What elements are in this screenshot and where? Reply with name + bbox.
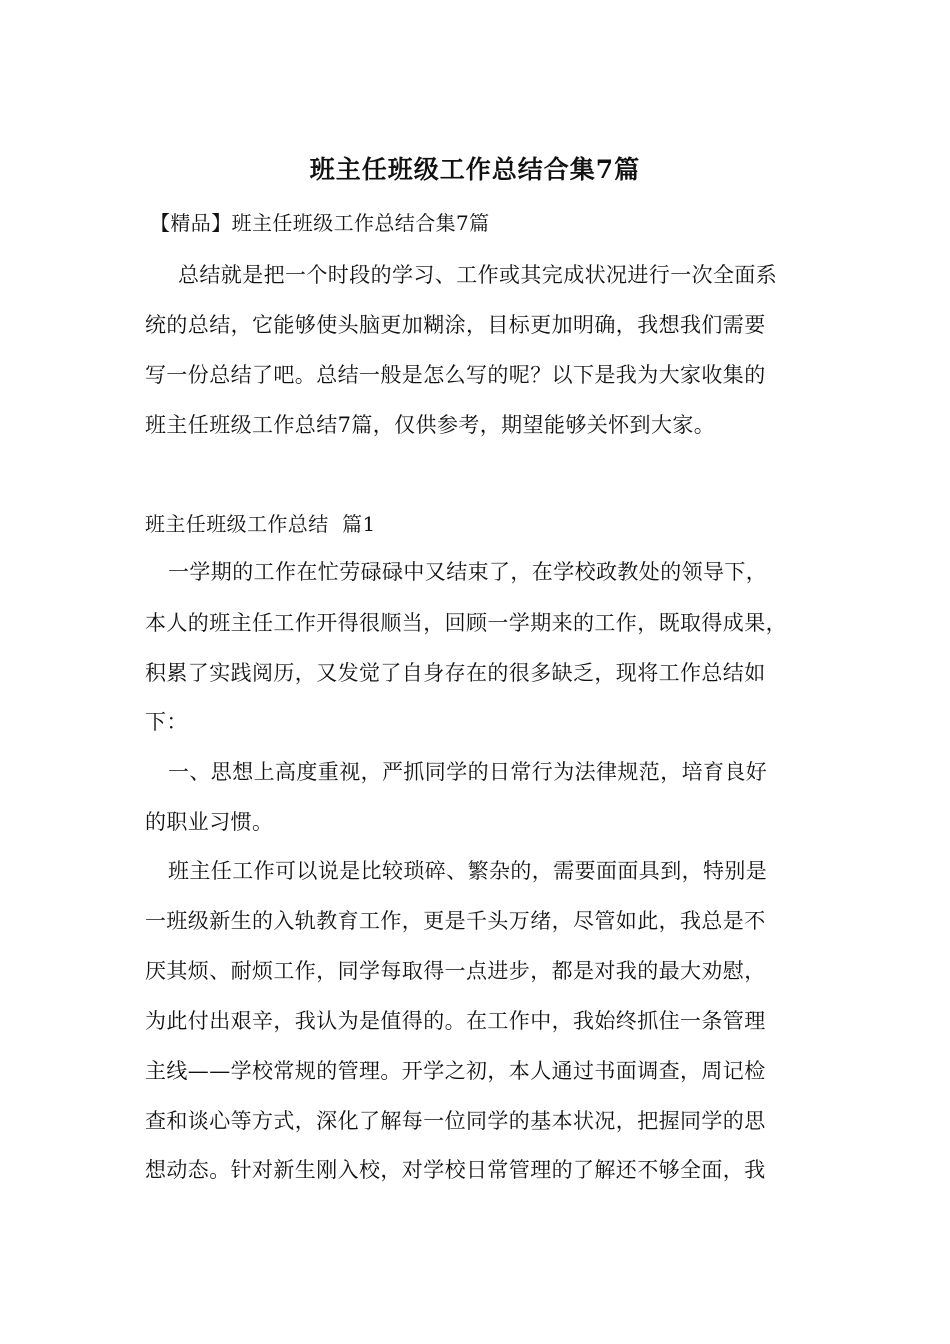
document-title: 班主任班级工作总结合集7篇 <box>309 155 641 184</box>
body-line: 想动态。针对新生刚入校，对学校日常管理的了解还不够全面，我 <box>145 1158 766 1182</box>
body-line: 本人的班主任工作开得很顺当，回顾一学期来的工作，既取得成果， <box>145 611 787 635</box>
intro-line: 总结就是把一个时段的学习、工作或其完成状况进行一次全面系 <box>178 263 778 287</box>
section-heading: 班主任班级工作总结 篇1 <box>145 512 376 536</box>
body-line: 为此付出艰辛，我认为是值得的。在工作中，我始终抓住一条管理 <box>145 1009 766 1033</box>
body-line: 一、思想上高度重视，严抓同学的日常行为法律规范，培育良好 <box>168 760 768 784</box>
body-line: 厌其烦、耐烦工作，同学每取得一点进步，都是对我的最大劝慰， <box>145 959 766 983</box>
body-line: 主线——学校常规的管理。开学之初，本人通过书面调查，周记检 <box>145 1059 766 1083</box>
body-line: 一班级新生的入轨教育工作，更是千头万绪，尽管如此，我总是不 <box>145 909 766 933</box>
body-line: 积累了实践阅历，又发觉了自身存在的很多缺乏，现将工作总结如 <box>145 661 766 685</box>
body-line: 下： <box>145 710 188 734</box>
body-line: 的职业习惯。 <box>145 810 274 834</box>
document-subtitle: 【精品】班主任班级工作总结合集7篇 <box>150 211 490 235</box>
body-line: 班主任工作可以说是比较琐碎、繁杂的，需要面面具到，特别是 <box>168 859 768 883</box>
body-line: 查和谈心等方式，深化了解每一位同学的基本状况，把握同学的思 <box>145 1109 766 1133</box>
intro-line: 写一份总结了吧。总结一般是怎么写的呢？以下是我为大家收集的 <box>145 363 766 387</box>
body-line: 一学期的工作在忙劳碌碌中又结束了，在学校政教处的领导下， <box>168 560 768 584</box>
intro-line: 统的总结，它能够使头脑更加糊涂，目标更加明确，我想我们需要 <box>145 313 766 337</box>
intro-line: 班主任班级工作总结7篇，仅供参考，期望能够关怀到大家。 <box>145 413 716 437</box>
